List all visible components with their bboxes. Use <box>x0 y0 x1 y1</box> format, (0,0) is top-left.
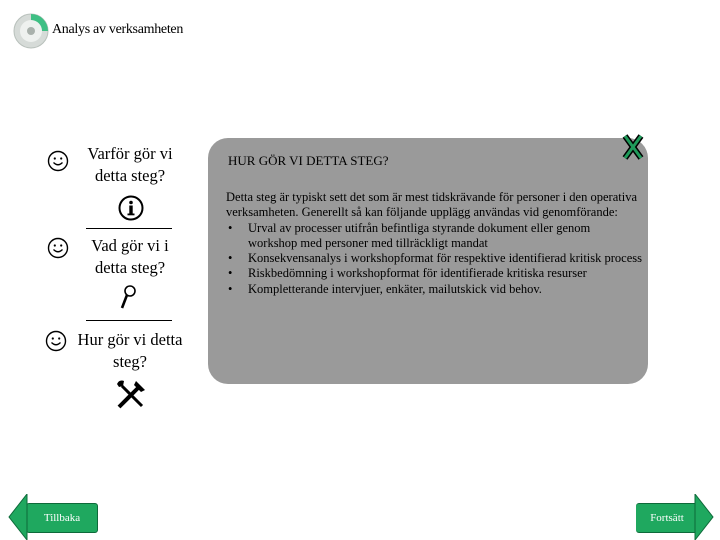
divider <box>86 228 172 229</box>
divider <box>86 320 172 321</box>
forward-arrow-icon[interactable] <box>694 494 714 540</box>
tools-icon[interactable] <box>114 378 148 412</box>
back-arrow-icon[interactable] <box>8 494 28 540</box>
app-title: Analys av verksamheten <box>52 22 184 37</box>
info-icon[interactable] <box>118 195 144 221</box>
close-x-icon[interactable] <box>620 132 646 162</box>
step-how-label[interactable]: Hur gör vi detta steg? <box>77 330 183 371</box>
list-item: • Konsekvensanalys i workshopformat för respektive identifierad kritisk process <box>226 251 642 266</box>
smiley-icon <box>47 237 69 259</box>
smiley-icon <box>45 330 67 352</box>
panel-bullet-list <box>226 221 642 297</box>
step-what-label[interactable]: Vad gör vi i detta steg? <box>91 236 169 277</box>
smiley-icon <box>47 150 69 172</box>
forward-button[interactable]: Fortsätt <box>636 503 698 533</box>
list-item: • Kompletterande intervjuer, enkäter, mailutskick vid behov. <box>226 282 642 297</box>
panel-title: HUR GÖR VI DETTA STEG? <box>228 153 389 168</box>
back-button[interactable]: Tillbaka <box>26 503 98 533</box>
list-item: • Urval av processer utifrån befintliga styrande dokument eller genom workshop med personer med tillräckligt mandat <box>226 221 642 252</box>
panel-body <box>226 190 642 297</box>
disc-logo-icon <box>12 12 50 50</box>
magnifier-icon[interactable] <box>118 284 140 310</box>
panel-intro: Detta steg är typiskt sett det som är mest tidskrävande för personer i den operativa verksamheten. Generellt så kan följande upplägg användas vid genomförande: <box>226 190 637 220</box>
list-item: • Riskbedömning i workshopformat för identifierade kritiska resurser <box>226 266 642 281</box>
step-why-label[interactable]: Varför gör vi detta steg? <box>87 144 173 185</box>
